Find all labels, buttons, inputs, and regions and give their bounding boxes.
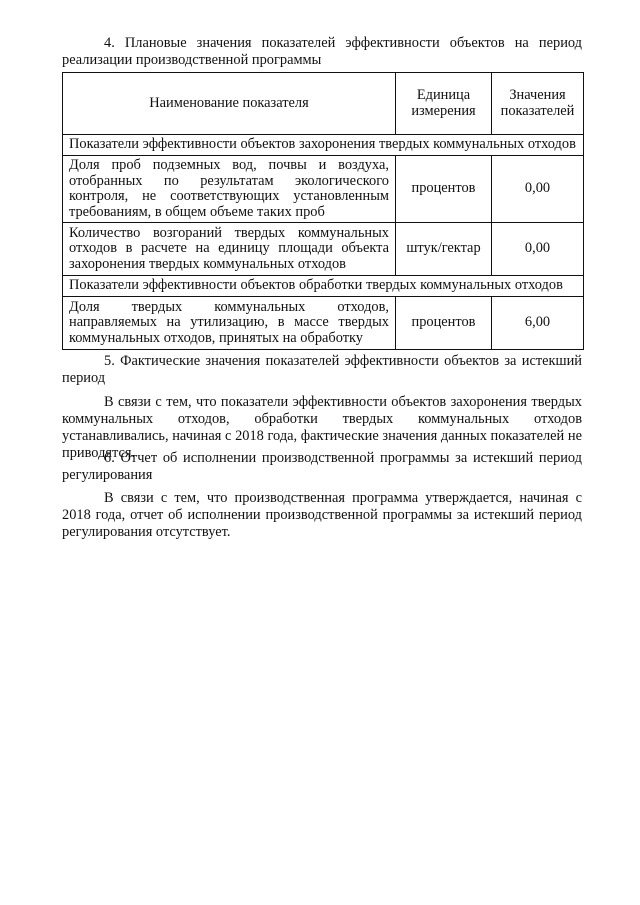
section-title-landfill: Показатели эффективности объектов захоронения твердых коммунальных отходов: [63, 135, 584, 156]
table-row: [63, 223, 584, 276]
section-5-heading: 5. Фактические значения показателей эффективности объектов за истекший период: [62, 353, 582, 386]
indicator-value: 6,00: [492, 297, 584, 350]
indicator-name: Количество возгораний твердых коммунальных отходов в расчете на единицу площади объекта захоронения твердых коммунальных отходов: [63, 223, 396, 276]
performance-indicators-table: [62, 72, 584, 350]
header-values: Значения показателей: [492, 73, 584, 135]
section-6-body: В связи с тем, что производственная программа утверждается, начиная с 2018 года, отчет об исполнении производственной программы за истекший период регулирования отсутствует.: [62, 490, 582, 540]
header-unit: Единица измерения: [396, 73, 492, 135]
table-section-row: [63, 276, 584, 297]
indicator-name: Доля твердых коммунальных отходов, направляемых на утилизацию, в массе твердых коммунальных отходов, принятых на обработку: [63, 297, 396, 350]
section-6-heading: 6. Отчет об исполнении производственной программы за истекший период регулирования: [62, 450, 582, 483]
table-row: [63, 156, 584, 223]
indicator-unit: процентов: [396, 297, 492, 350]
indicator-value: 0,00: [492, 156, 584, 223]
indicator-name: Доля проб подземных вод, почвы и воздуха, отобранных по результатам экологического контроля, не соответствующих установленным требованиям, в общем объеме таких проб: [63, 156, 396, 223]
table-header-row: [63, 73, 584, 135]
indicator-value: 0,00: [492, 223, 584, 276]
indicator-unit: штук/гектар: [396, 223, 492, 276]
table-row: [63, 297, 584, 350]
table-section-row: [63, 135, 584, 156]
section-5-body: В связи с тем, что показатели эффективности объектов захоронения твердых коммунальных отходов, обработки твердых коммунальных отходов устанавливались, начиная с 2018 года, фактические значения данных показателей не приводятся.: [62, 394, 582, 461]
header-indicator-name: Наименование показателя: [63, 73, 396, 135]
section-title-processing: Показатели эффективности объектов обработки твердых коммунальных отходов: [63, 276, 584, 297]
section-4-heading: 4. Плановые значения показателей эффективности объектов на период реализации производственной программы: [62, 35, 582, 68]
indicator-unit: процентов: [396, 156, 492, 223]
